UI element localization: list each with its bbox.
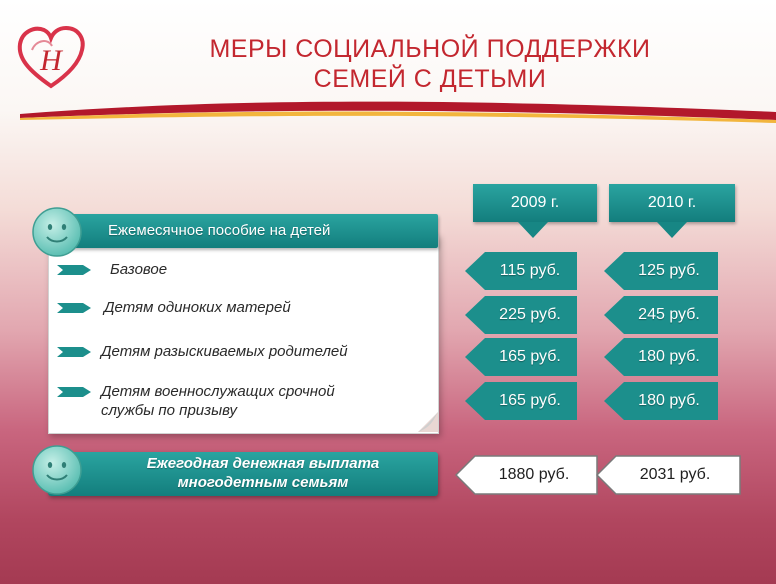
list-item-label: Детям одиноких матерей — [104, 299, 291, 316]
year-header-2010: 2010 г. — [609, 184, 735, 222]
annual-total-2009: 1880 руб. — [455, 455, 601, 495]
page-title — [180, 34, 680, 94]
annual-total-2010: 2031 руб. — [596, 455, 742, 495]
list-item-label: Детям военнослужащих срочной службы по призыву — [101, 383, 335, 419]
value-2010-wanted-parents: 180 руб. — [604, 338, 720, 376]
title-line-1: МЕРЫ СОЦИАЛЬНОЙ ПОДДЕРЖКИ — [209, 35, 651, 63]
down-arrow-icon — [518, 222, 548, 238]
smiley-icon — [31, 444, 83, 496]
year-header-2009: 2009 г. — [473, 184, 597, 222]
annual-payment-label: Ежегодная денежная выплата многодетным семьям — [146, 455, 380, 491]
smiley-icon — [31, 206, 83, 258]
monthly-heading: Ежемесячное пособие на детей — [108, 222, 331, 239]
value-2009-conscripts: 165 руб. — [465, 382, 581, 420]
svg-text:Н: Н — [40, 44, 62, 77]
bullet-arrow-icon — [57, 384, 93, 400]
page-curl-decoration — [418, 412, 438, 432]
down-arrow-icon — [657, 222, 687, 238]
bullet-arrow-icon — [57, 344, 93, 360]
title-line-2: СЕМЕЙ С ДЕТЬМИ — [313, 65, 547, 93]
value-2010-conscripts: 180 руб. — [604, 382, 720, 420]
bullet-arrow-icon — [57, 300, 93, 316]
list-item-label: Детям разыскиваемых родителей — [101, 343, 348, 360]
heart-logo-icon — [14, 20, 88, 92]
value-2009-single-mothers: 225 руб. — [465, 296, 581, 334]
list-item-label: Базовое — [110, 261, 168, 278]
decorative-swoosh — [0, 92, 776, 132]
value-2010-base: 125 руб. — [604, 252, 720, 290]
value-2009-wanted-parents: 165 руб. — [465, 338, 581, 376]
value-2009-base: 115 руб. — [465, 252, 581, 290]
bullet-arrow-icon — [57, 262, 93, 278]
value-2010-single-mothers: 245 руб. — [604, 296, 720, 334]
